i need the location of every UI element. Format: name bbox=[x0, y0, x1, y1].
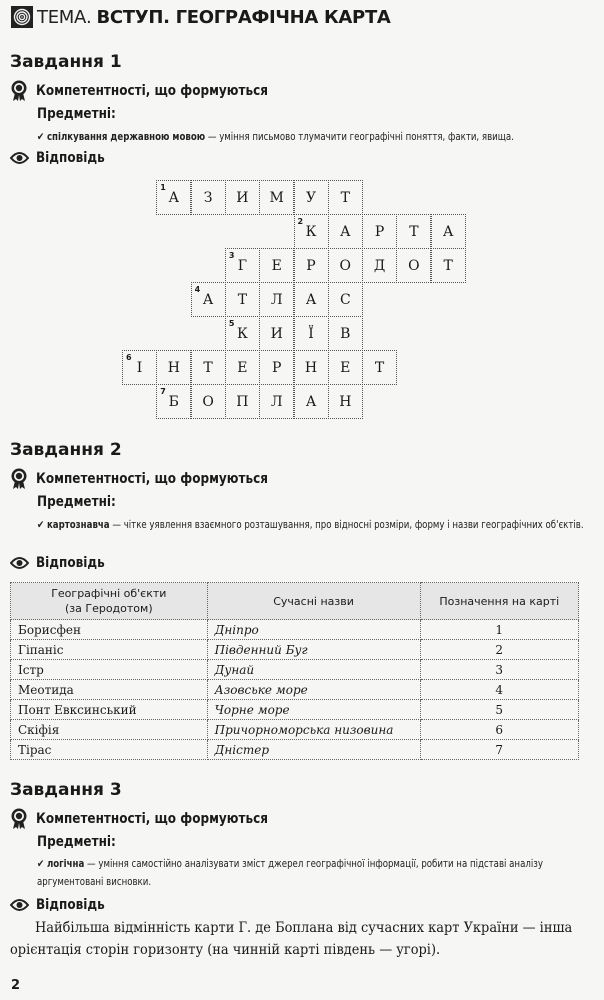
task-3-answer-heading bbox=[10, 897, 116, 913]
cell-modern: Азовське море bbox=[207, 680, 420, 700]
cell-modern: Південний Буг bbox=[207, 640, 420, 660]
crossword-letter: И bbox=[270, 325, 283, 342]
crossword-letter: Д bbox=[373, 257, 386, 274]
table-row bbox=[11, 680, 579, 700]
crossword-cell bbox=[259, 282, 294, 317]
geo-objects-table bbox=[10, 582, 579, 760]
crossword-clue-number: 5 bbox=[228, 319, 235, 328]
competency-bullet bbox=[37, 516, 597, 534]
crossword-cell bbox=[225, 350, 260, 385]
crossword-cell bbox=[328, 316, 363, 351]
crossword-cell bbox=[431, 248, 466, 283]
crossword-cell bbox=[259, 316, 294, 351]
crossword-cell bbox=[225, 316, 260, 351]
page-number: 2 bbox=[11, 978, 21, 993]
eye-icon bbox=[10, 151, 29, 165]
crossword-letter: Т bbox=[443, 257, 453, 274]
crossword-cell bbox=[431, 214, 466, 249]
cell-ancient: Скіфія bbox=[11, 720, 208, 740]
crossword-letter: В bbox=[340, 325, 351, 342]
topic-title: ВСТУП. ГЕОГРАФІЧНА КАРТА bbox=[96, 6, 391, 28]
cell-ancient: Тірас bbox=[11, 740, 208, 760]
crossword-clue-number: 4 bbox=[194, 285, 201, 294]
crossword-letter: А bbox=[202, 291, 214, 308]
crossword-letter: А bbox=[442, 223, 454, 240]
crossword-cell bbox=[191, 282, 226, 317]
crossword-cell bbox=[362, 214, 397, 249]
crossword-letter: А bbox=[339, 223, 351, 240]
crossword-letter: Т bbox=[203, 359, 213, 376]
crossword-letter: У bbox=[305, 189, 317, 206]
crossword-letter: Т bbox=[374, 359, 385, 376]
subject-label: Предметні: bbox=[37, 834, 116, 850]
header-mark: Позначення на карті bbox=[420, 583, 579, 620]
task-2-title: Завдання 2 bbox=[10, 440, 122, 460]
task-1-answer-heading bbox=[10, 150, 116, 166]
task-2-competencies bbox=[10, 468, 306, 490]
crossword-letter: А bbox=[305, 291, 317, 308]
task-3-competencies bbox=[10, 808, 306, 830]
crossword-cell bbox=[396, 248, 431, 283]
crossword-clue-number: 7 bbox=[160, 387, 166, 396]
crossword-letter: Л bbox=[270, 393, 283, 410]
subject-label: Предметні: bbox=[37, 106, 116, 122]
task-2-answer-heading bbox=[10, 555, 116, 571]
checkmark-icon: ✔ bbox=[37, 519, 47, 531]
bullet-term: логічна bbox=[46, 858, 85, 870]
crossword-letter: Т bbox=[237, 291, 248, 308]
crossword-cell bbox=[294, 180, 329, 215]
crossword-letter: Ї bbox=[308, 325, 314, 342]
cell-mark: 4 bbox=[420, 680, 579, 700]
crossword-letter: Г bbox=[237, 257, 248, 274]
crossword-letter: К bbox=[236, 325, 248, 342]
crossword-cell bbox=[328, 248, 363, 283]
bullet-term: спілкування державною мовою bbox=[46, 131, 206, 143]
spiral-icon bbox=[11, 6, 33, 28]
bullet-term: картознавча bbox=[46, 519, 110, 531]
crossword-letter: Е bbox=[340, 359, 351, 376]
table-row bbox=[11, 700, 579, 720]
crossword-cell bbox=[396, 214, 431, 249]
answer-label: Відповідь bbox=[36, 555, 105, 571]
crossword-cell bbox=[294, 248, 329, 283]
cell-modern: Дунай bbox=[207, 660, 420, 680]
crossword-cell bbox=[362, 248, 397, 283]
table-header-row bbox=[11, 583, 579, 620]
eye-icon bbox=[10, 898, 29, 912]
task-1-title: Завдання 1 bbox=[10, 52, 122, 72]
crossword-letter: Б bbox=[168, 393, 179, 410]
competency-bullet bbox=[37, 855, 597, 891]
crossword-clue-number: 2 bbox=[297, 217, 304, 226]
bullet-text: — уміння письмово тлумачити географічні поняття, факти, явища. bbox=[205, 131, 514, 143]
crossword-letter: Н bbox=[339, 393, 352, 410]
cell-ancient: Гіпаніс bbox=[11, 640, 208, 660]
eye-icon bbox=[10, 556, 29, 570]
crossword-cell bbox=[259, 350, 294, 385]
crossword-letter: Р bbox=[374, 223, 385, 240]
bullet-text: — уміння самостійно аналізувати зміст джерел географічної інформації, робити на підставі аналізу аргументовані висновки. bbox=[37, 858, 543, 888]
crossword-letter: О bbox=[202, 393, 214, 410]
crossword-cell bbox=[191, 350, 226, 385]
topic-label: ТЕМА. bbox=[37, 6, 92, 28]
award-medal-icon bbox=[10, 808, 28, 830]
bullet-text: — чітке уявлення взаємного розташування, про відносні розміри, форму і назви географічних об'єктів. bbox=[109, 519, 584, 531]
crossword-letter: О bbox=[339, 257, 352, 274]
task-3-answer-text: Найбільша відмінність карти Г. де Боплана від сучасних карт України — інша орієнтація сторін горизонту (на чинній карті південь — угорі). bbox=[10, 920, 573, 958]
crossword-letter: Л bbox=[270, 291, 283, 308]
crossword-letter: П bbox=[236, 393, 249, 410]
crossword-clue-number: 6 bbox=[126, 353, 132, 362]
crossword-cell bbox=[328, 282, 363, 317]
competencies-label: Компетентності, що формуються bbox=[36, 83, 268, 99]
cell-modern: Дністер bbox=[207, 740, 420, 760]
crossword-clue-number: 1 bbox=[160, 183, 166, 192]
table-row bbox=[11, 640, 579, 660]
crossword-letter: А bbox=[168, 189, 180, 206]
crossword-cell bbox=[259, 180, 294, 215]
table-row bbox=[11, 720, 579, 740]
task-3-title: Завдання 3 bbox=[10, 780, 122, 800]
cell-modern: Дніпро bbox=[207, 620, 420, 640]
crossword-letter: Р bbox=[306, 257, 316, 274]
crossword-letter: И bbox=[236, 189, 249, 206]
checkmark-icon: ✔ bbox=[37, 131, 47, 143]
crossword-cell bbox=[156, 180, 191, 215]
task-1-competencies bbox=[10, 80, 306, 102]
subject-label: Предметні: bbox=[37, 494, 116, 510]
crossword-cell bbox=[294, 384, 329, 419]
crossword-letter: С bbox=[339, 291, 351, 308]
crossword-cell bbox=[259, 248, 294, 283]
topic-header bbox=[11, 6, 391, 28]
crossword-cell bbox=[225, 282, 260, 317]
cell-mark: 1 bbox=[420, 620, 579, 640]
crossword-letter: М bbox=[269, 189, 284, 206]
crossword-letter: А bbox=[305, 393, 317, 410]
table-row bbox=[11, 660, 579, 680]
crossword-cell bbox=[294, 282, 329, 317]
crossword-cell bbox=[259, 384, 294, 419]
crossword-letter: Т bbox=[340, 189, 350, 206]
table-row bbox=[11, 740, 579, 760]
header-ancient: Географічні об'єкти (за Геродотом) bbox=[11, 583, 208, 620]
competency-bullet bbox=[37, 128, 597, 146]
cell-modern: Чорне море bbox=[207, 700, 420, 720]
crossword-clue-number: 3 bbox=[228, 251, 235, 260]
checkmark-icon: ✔ bbox=[37, 858, 47, 870]
crossword-cell bbox=[328, 214, 363, 249]
crossword-cell bbox=[328, 350, 363, 385]
award-medal-icon bbox=[10, 468, 28, 490]
cell-ancient: Борисфен bbox=[11, 620, 208, 640]
crossword-letter: Т bbox=[409, 223, 419, 240]
crossword-letter: З bbox=[203, 189, 213, 206]
crossword-cell bbox=[225, 384, 260, 419]
answer-label: Відповідь bbox=[36, 897, 105, 913]
answer-label: Відповідь bbox=[36, 150, 105, 166]
cell-ancient: Меотида bbox=[11, 680, 208, 700]
cell-mark: 3 bbox=[420, 660, 579, 680]
cell-modern: Причорноморська низовина bbox=[207, 720, 420, 740]
crossword-letter: Р bbox=[271, 359, 282, 376]
cell-mark: 7 bbox=[420, 740, 579, 760]
cell-mark: 6 bbox=[420, 720, 579, 740]
cell-mark: 5 bbox=[420, 700, 579, 720]
crossword-cell bbox=[191, 180, 226, 215]
crossword-cell bbox=[294, 214, 329, 249]
crossword-cell bbox=[156, 384, 191, 419]
crossword-cell bbox=[294, 316, 329, 351]
crossword-cell bbox=[191, 384, 226, 419]
header-modern: Сучасні назви bbox=[207, 583, 420, 620]
crossword-cell bbox=[294, 350, 329, 385]
crossword-cell bbox=[362, 350, 397, 385]
competencies-label: Компетентності, що формуються bbox=[36, 471, 268, 487]
crossword-letter: Н bbox=[304, 359, 318, 376]
crossword-cell bbox=[328, 180, 363, 215]
cell-ancient: Понт Евксинський bbox=[11, 700, 208, 720]
cell-mark: 2 bbox=[420, 640, 579, 660]
crossword-letter: К bbox=[305, 223, 317, 240]
crossword-letter: Е bbox=[271, 257, 282, 274]
crossword-cell bbox=[225, 180, 260, 215]
crossword-letter: Н bbox=[167, 359, 180, 376]
award-medal-icon bbox=[10, 80, 28, 102]
crossword-letter: Е bbox=[237, 359, 248, 376]
crossword-cell bbox=[328, 384, 363, 419]
crossword-letter: О bbox=[408, 257, 420, 274]
crossword-cell bbox=[122, 350, 157, 385]
crossword-cell bbox=[156, 350, 191, 385]
competencies-label: Компетентності, що формуються bbox=[36, 811, 268, 827]
crossword-letter: І bbox=[136, 359, 143, 376]
cell-ancient: Істр bbox=[11, 660, 208, 680]
table-row bbox=[11, 620, 579, 640]
crossword-cell bbox=[225, 248, 260, 283]
